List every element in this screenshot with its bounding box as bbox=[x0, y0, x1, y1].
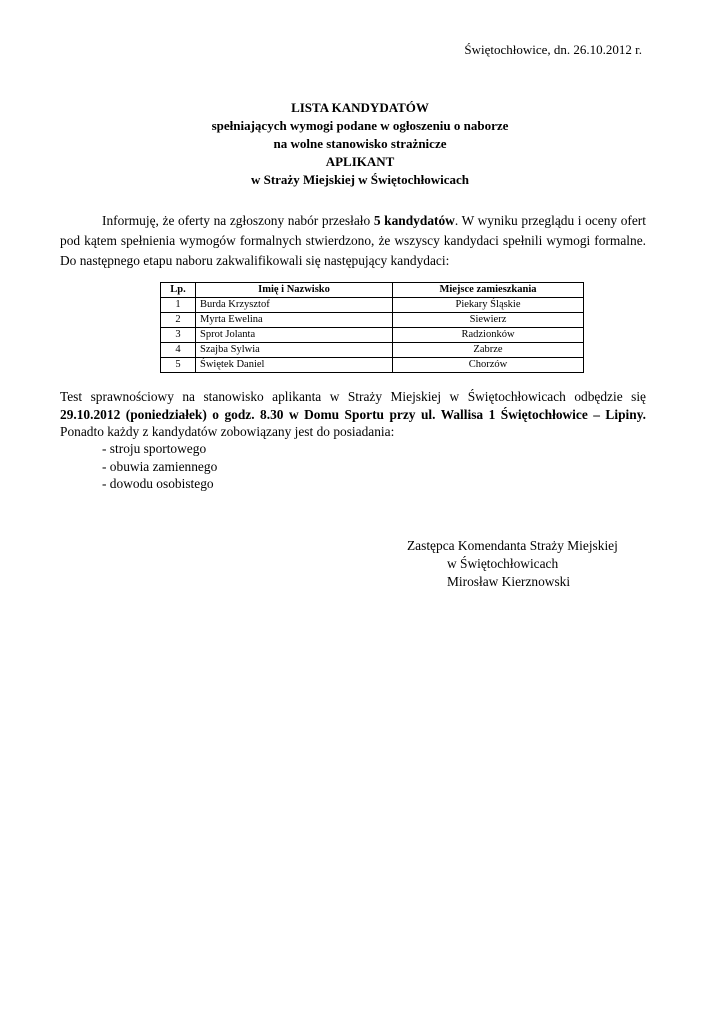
row-city: Chorzów bbox=[393, 358, 584, 373]
row-name: Sprot Jolanta bbox=[196, 328, 393, 343]
requirements-list bbox=[102, 440, 217, 493]
signature-location: w Świętochłowicach bbox=[447, 556, 559, 571]
intro-text-1: Informuję, że oferty na zgłoszony nabór przesłało bbox=[102, 213, 374, 228]
table-row bbox=[161, 328, 584, 343]
heading-line-3: na wolne stanowisko strażnicze bbox=[273, 136, 447, 151]
signature-title: Zastępca Komendanta Straży Miejskiej bbox=[407, 538, 618, 553]
header-name: Imię i Nazwisko bbox=[196, 283, 393, 298]
row-name: Myrta Ewelina bbox=[196, 313, 393, 328]
signature-name: Mirosław Kierznowski bbox=[447, 574, 571, 589]
table-row bbox=[161, 343, 584, 358]
signature-block bbox=[407, 537, 618, 591]
table-row bbox=[161, 358, 584, 373]
heading-line-2: spełniających wymogi podane w ogłoszeniu o naborze bbox=[211, 118, 509, 133]
row-city: Zabrze bbox=[393, 343, 584, 358]
row-name: Szajba Sylwia bbox=[196, 343, 393, 358]
heading-line-5: w Straży Miejskiej w Świętochłowicach bbox=[250, 172, 470, 187]
row-lp: 5 bbox=[161, 358, 196, 373]
heading-position: APLIKANT bbox=[325, 154, 395, 169]
row-name: Świętek Daniel bbox=[196, 358, 393, 373]
row-lp: 4 bbox=[161, 343, 196, 358]
list-item: - stroju sportowego bbox=[102, 441, 207, 456]
document-heading bbox=[60, 99, 660, 189]
table-row bbox=[161, 298, 584, 313]
heading-title: LISTA KANDYDATÓW bbox=[291, 100, 429, 115]
candidates-table bbox=[160, 282, 584, 373]
list-item: - obuwia zamiennego bbox=[102, 458, 218, 474]
intro-count: 5 kandydatów bbox=[373, 213, 455, 228]
list-item: - dowodu osobistego bbox=[102, 476, 214, 491]
row-lp: 2 bbox=[161, 313, 196, 328]
intro-text-2: . W wyniku przeglądu i oceny ofert pod kątem spełnienia wymogów formalnych stwierdzono, że wszyscy kandydaci spełnili wymogi formalne. Do następnego etapu naboru zakwalifikowali się następujący kandydaci: bbox=[60, 213, 646, 268]
row-name: Burda Krzysztof bbox=[196, 298, 393, 313]
row-lp: 1 bbox=[161, 298, 196, 313]
header-city: Miejsce zamieszkania bbox=[393, 283, 584, 298]
row-lp: 3 bbox=[161, 328, 196, 343]
test-details: 29.10.2012 (poniedziałek) o godz. 8.30 w Domu Sportu przy ul. Wallisa 1 Świętochłowice – Lipiny. bbox=[60, 406, 646, 422]
document-date: Świętochłowice, dn. 26.10.2012 r. bbox=[464, 42, 642, 57]
row-city: Siewierz bbox=[393, 313, 584, 328]
table-row bbox=[161, 313, 584, 328]
row-city: Piekary Śląskie bbox=[393, 298, 584, 313]
intro-paragraph bbox=[60, 211, 646, 271]
row-city: Radzionków bbox=[393, 328, 584, 343]
test-paragraph bbox=[60, 388, 646, 441]
test-text-1: Test sprawnościowy na stanowisko aplikanta w Straży Miejskiej w Świętochłowicach odbędzie się bbox=[60, 389, 646, 404]
table-header-row bbox=[161, 283, 584, 298]
header-lp: Lp. bbox=[161, 283, 196, 298]
test-text-2: Ponadto każdy z kandydatów zobowiązany jest do posiadania: bbox=[60, 424, 395, 439]
